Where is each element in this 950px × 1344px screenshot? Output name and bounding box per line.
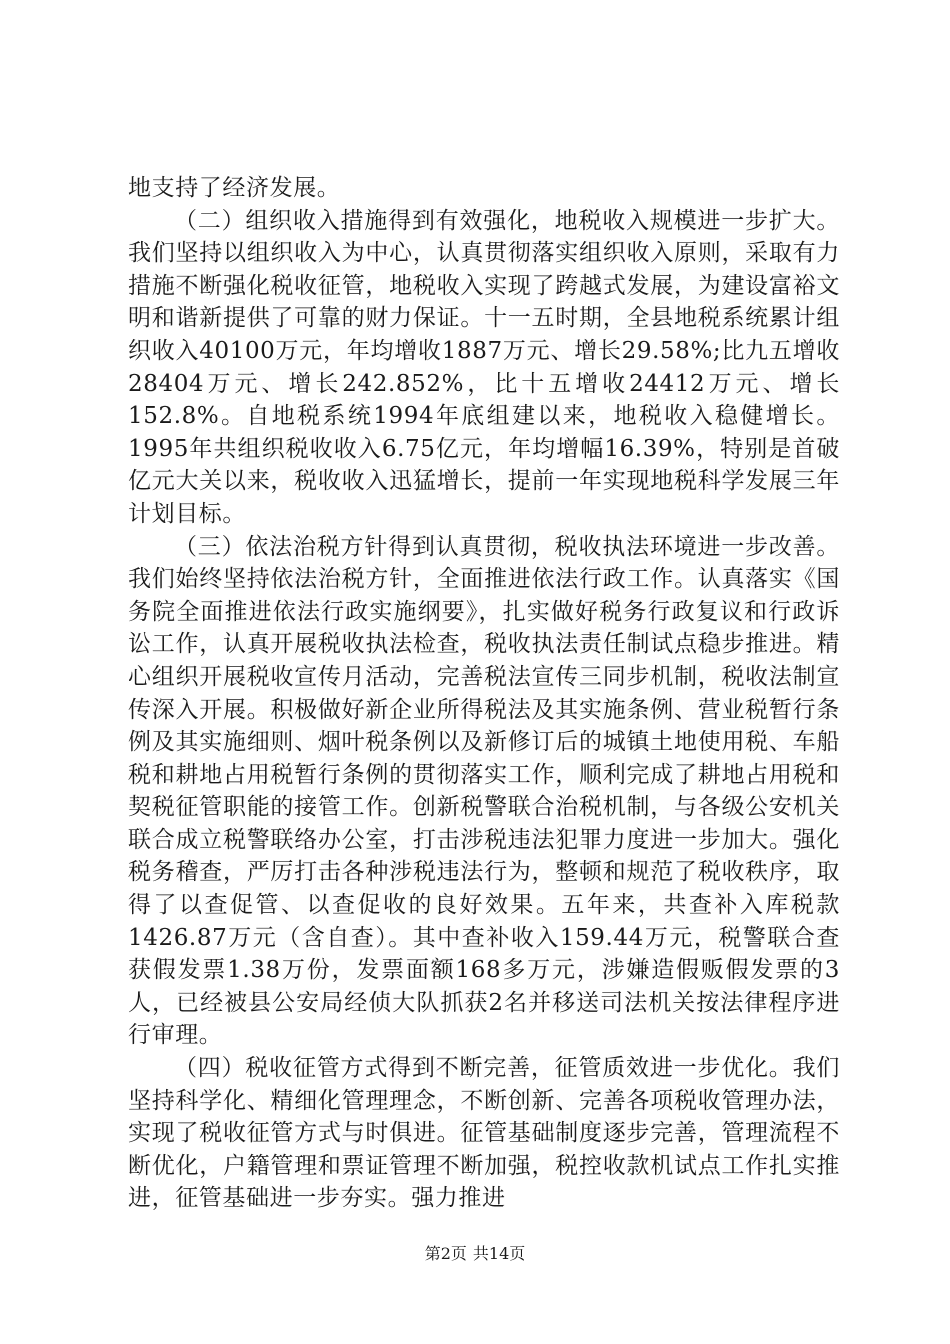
page-number-current: 第2页	[424, 1244, 467, 1263]
paragraph-section-2: （二）组织收入措施得到有效强化，地税收入规模进一步扩大。我们坚持以组织收入为中心，认真贯彻落实组织收入原则，采取有力措施不断强化税收征管，地税收入实现了跨越式发展，为建设富裕文明和谐新提供了可靠的财力保证。十一五时期，全县地税系统累计组织收入40100万元，年均增收1887万元、增长29.58%;比九五增收28404万元、增长242.852%，比十五增收24412万元、增长152.8%。自地税系统1994年底组建以来，地税收入稳健增长。1995年共组织税收收入6.75亿元，年均增幅16.39%，特别是首破亿元大关以来，税收收入迅猛增长，提前一年实现地税科学发展三年计划目标。	[128, 207, 840, 527]
document-body	[128, 172, 840, 1215]
paragraph-section-4: （四）税收征管方式得到不断完善，征管质效进一步优化。我们坚持科学化、精细化管理理念，不断创新、完善各项税收管理办法，实现了税收征管方式与时俱进。征管基础制度逐步完善，管理流程不断优化，户籍管理和票证管理不断加强，税控收款机试点工作扎实推进，征管基础进一步夯实。强力推进	[128, 1055, 840, 1212]
paragraph-section-3: （三）依法治税方针得到认真贯彻，税收执法环境进一步改善。我们始终坚持依法治税方针，全面推进依法行政工作。认真落实《国务院全面推进依法行政实施纲要》，扎实做好税务行政复议和行政诉讼工作，认真开展税收执法检查，税收执法责任制试点稳步推进。精心组织开展税收宣传月活动，完善税法宣传三同步机制，税收法制宣传深入开展。积极做好新企业所得税法及其实施条例、营业税暂行条例及其实施细则、烟叶税条例以及新修订后的城镇土地使用税、车船税和耕地占用税暂行条例的贯彻落实工作，顺利完成了耕地占用税和契税征管职能的接管工作。创新税警联合治税机制，与各级公安机关联合成立税警联络办公室，打击涉税违法犯罪力度进一步加大。强化税务稽查，严厉打击各种涉税违法行为，整顿和规范了税收秩序，取得了以查促管、以查促收的良好效果。五年来，共查补入库税款1426.87万元（含自查）。其中查补收入159.44万元，税警联合查获假发票1.38万份，发票面额168多万元，涉嫌造假贩假发票的3人，已经被县公安局经侦大队抓获2名并移送司法机关按法律程序进行审理。	[128, 533, 840, 1049]
paragraph-continuation: 地支持了经济发展。	[128, 175, 341, 201]
page-number-total: 共14页	[472, 1244, 526, 1263]
page-footer	[0, 1241, 950, 1264]
